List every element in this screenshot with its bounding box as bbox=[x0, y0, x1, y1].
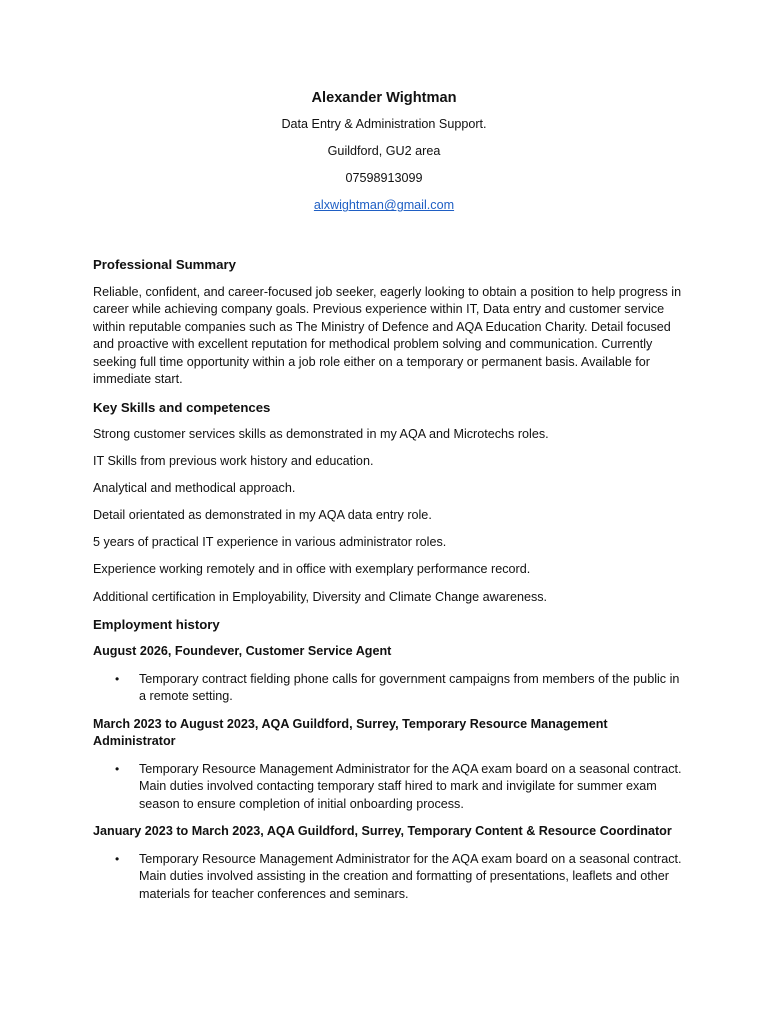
skill-item: 5 years of practical IT experience in various administrator roles. bbox=[93, 535, 447, 550]
email-link[interactable]: alxwightman@gmail.com bbox=[313, 198, 455, 213]
bullet-icon: • bbox=[115, 671, 120, 686]
bullet-icon: • bbox=[115, 761, 120, 776]
candidate-location: Guildford, GU2 area bbox=[327, 144, 441, 159]
skill-item: Experience working remotely and in office with exemplary performance record. bbox=[93, 562, 531, 577]
job-duty-text: Temporary Resource Management Administrator for the AQA exam board on a seasonal contract. Main duties involved assisting in the creation and formatting of presentations, leaflets and other materials for teacher conferences and seminars. bbox=[139, 851, 682, 901]
skill-item: IT Skills from previous work history and education. bbox=[93, 454, 374, 469]
job-duty bbox=[93, 851, 683, 904]
job-title: January 2023 to March 2023, AQA Guildford, Surrey, Temporary Content & Resource Coordinator bbox=[93, 824, 672, 839]
skill-item: Additional certification in Employability, Diversity and Climate Change awareness. bbox=[93, 589, 548, 604]
summary-heading: Professional Summary bbox=[93, 257, 236, 272]
resume-body bbox=[93, 256, 683, 913]
skill-item: Strong customer services skills as demonstrated in my AQA and Microtechs roles. bbox=[93, 427, 549, 441]
candidate-phone: 07598913099 bbox=[345, 171, 423, 186]
job-duty bbox=[93, 671, 683, 706]
job-duty-text: Temporary Resource Management Administrator for the AQA exam board on a seasonal contract. Main duties involved contacting temporary staff hired to mark and invigilate for summer exam season to ensure completion of initial onboarding process. bbox=[139, 761, 682, 811]
job-duties-list bbox=[93, 851, 683, 904]
bullet-icon: • bbox=[115, 851, 120, 866]
skills-heading: Key Skills and competences bbox=[93, 399, 271, 415]
job-duties-list bbox=[93, 671, 683, 706]
job-duties-list bbox=[93, 761, 683, 814]
summary-text: Reliable, confident, and career-focused job seeker, eagerly looking to obtain a position to help progress in career while achieving company goals. Previous experience within IT, Data entry and customer service within reputable companies such as The Ministry of Defence and AQA Education Charity. Detail focused and proactive with excellent reputation for methodical problem solving and communication. Currently seeking full time opportunity within a job role either on a temporary or permanent basis. Available for immediate start. bbox=[93, 284, 682, 386]
candidate-name: Alexander Wightman bbox=[311, 90, 457, 106]
employment-heading: Employment history bbox=[93, 616, 220, 632]
job-duty bbox=[93, 761, 683, 814]
job-duty-text: Temporary contract fielding phone calls for government campaigns from members of the public in a remote setting. bbox=[139, 671, 680, 704]
job-title: March 2023 to August 2023, AQA Guildford, Surrey, Temporary Resource Management Administrator bbox=[93, 716, 608, 749]
candidate-tagline: Data Entry & Administration Support. bbox=[281, 117, 487, 131]
resume-header bbox=[0, 88, 768, 224]
job-title: August 2026, Foundever, Customer Service Agent bbox=[93, 644, 392, 659]
skill-item: Analytical and methodical approach. bbox=[93, 481, 296, 496]
skill-item: Detail orientated as demonstrated in my AQA data entry role. bbox=[93, 508, 432, 523]
